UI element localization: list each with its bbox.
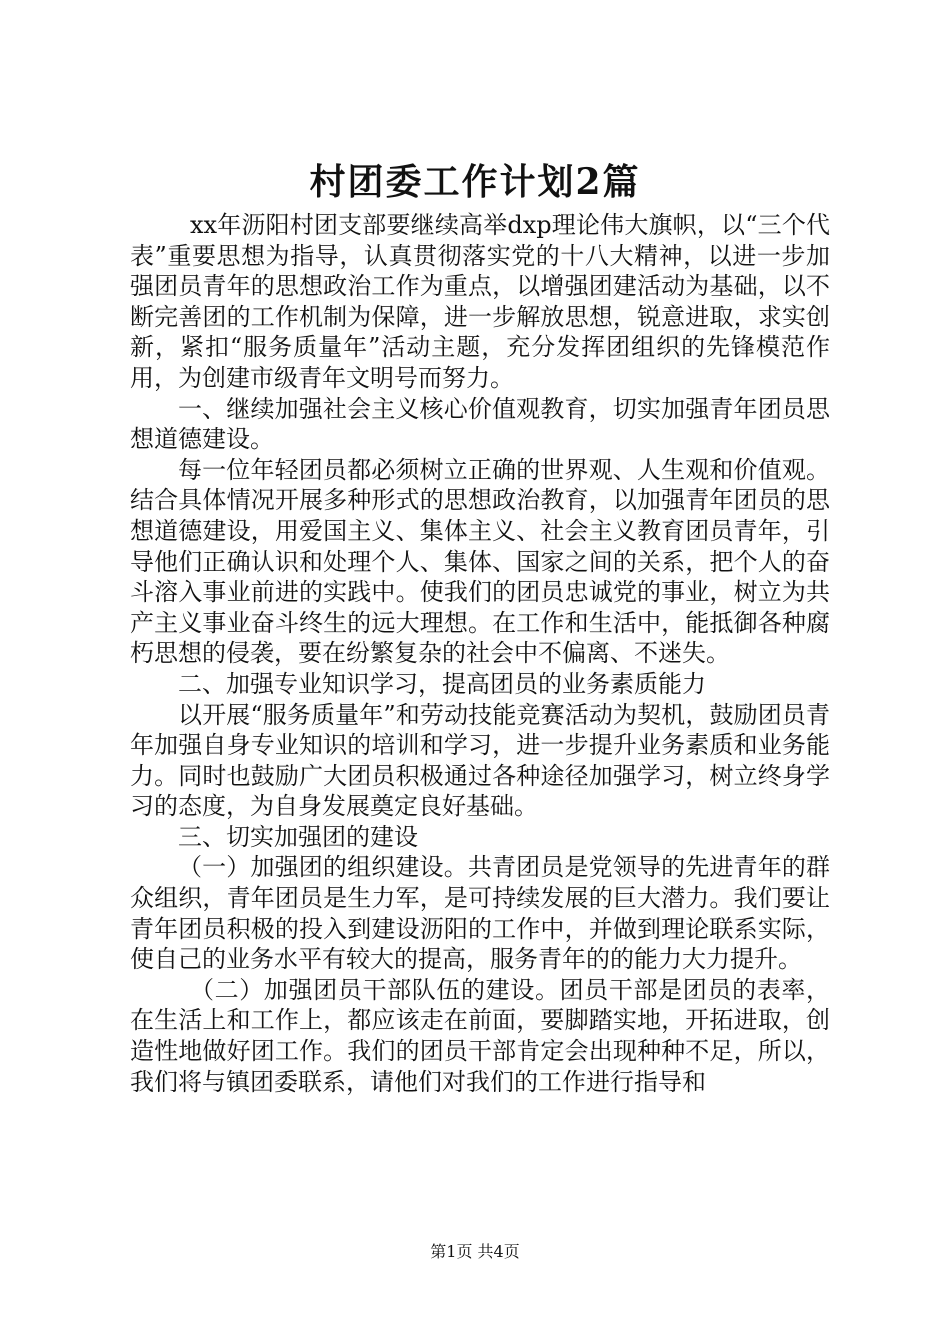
document-body: [130, 210, 830, 1097]
paragraph-subsection-1: （一）加强团的组织建设。共青团员是党领导的先进青年的群众组织，青年团员是生力军，是可持续发展的巨大潜力。我们要让青年团员积极的投入到建设沥阳的工作中，并做到理论联系实际，使自己的业务水平有较大的提高，服务青年的的能力大力提升。: [130, 853, 830, 974]
paragraph-section-2: 以开展“服务质量年”和劳动技能竞赛活动为契机，鼓励团员青年加强自身专业知识的培训和学习，进一步提升业务素质和业务能力。同时也鼓励广大团员积极通过各种途径加强学习，树立终身学习的态度，为自身发展奠定良好基础。: [130, 700, 830, 821]
page-number: 第1页 共4页: [430, 1242, 520, 1261]
section-heading-2: 二、加强专业知识学习，提高团员的业务素质能力: [178, 669, 706, 698]
section-heading-1: 一、继续加强社会主义核心价值观教育，切实加强青年团员思想道德建设。: [130, 394, 830, 454]
document-title: 村团委工作计划2篇: [309, 161, 641, 203]
section-heading-3: 三、切实加强团的建设: [178, 822, 418, 851]
paragraph-intro: xx年沥阳村团支部要继续高举dxp理论伟大旗帜，以“三个代表”重要思想为指导，认真贯彻落实党的十八大精神，以进一步加强团员青年的思想政治工作为重点，以增强团建活动为基础，以不断完善团的工作机制为保障，进一步解放思想，锐意进取，求实创新，紧扣“服务质量年”活动主题，充分发挥团组织的先锋模范作用，为创建市级青年文明号而努力。: [130, 211, 830, 392]
paragraph-section-1: 每一位年轻团员都必须树立正确的世界观、人生观和价值观。结合具体情况开展多种形式的思想政治教育，以加强青年团员的思想道德建设，用爱国主义、集体主义、社会主义教育团员青年，引导他们正确认识和处理个人、集体、国家之间的关系，把个人的奋斗溶入事业前进的实践中。使我们的团员忠诚党的事业，树立为共产主义事业奋斗终生的远大理想。在工作和生活中，能抵御各种腐朽思想的侵袭，要在纷繁复杂的社会中不偏离、不迷失。: [130, 455, 830, 668]
paragraph-subsection-2: （二）加强团员干部队伍的建设。团员干部是团员的表率，在生活上和工作上，都应该走在前面，要脚踏实地，开拓进取，创造性地做好团工作。我们的团员干部肯定会出现种种不足，所以，我们将与镇团委联系，请他们对我们的工作进行指导和: [130, 975, 830, 1096]
